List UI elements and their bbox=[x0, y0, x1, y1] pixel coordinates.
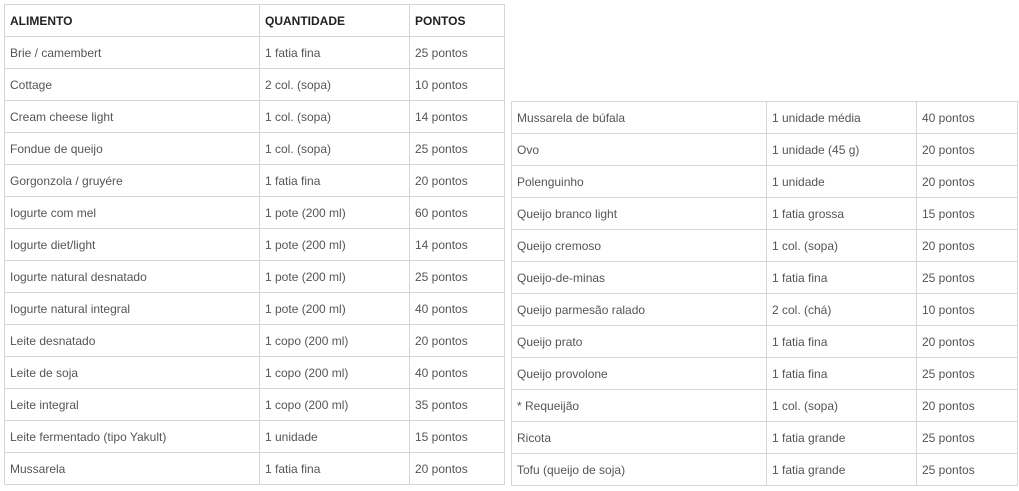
points-cell: 25 pontos bbox=[410, 37, 505, 69]
quantity-cell: 1 pote (200 ml) bbox=[260, 197, 410, 229]
points-cell: 20 pontos bbox=[917, 166, 1018, 198]
table-row bbox=[5, 197, 505, 229]
points-cell: 14 pontos bbox=[410, 101, 505, 133]
points-cell: 25 pontos bbox=[410, 261, 505, 293]
food-name-cell: * Requeijão bbox=[512, 390, 767, 422]
quantity-cell: 1 fatia grossa bbox=[767, 198, 917, 230]
food-points-table-right bbox=[511, 101, 1018, 486]
quantity-cell: 1 fatia grande bbox=[767, 454, 917, 486]
quantity-cell: 1 pote (200 ml) bbox=[260, 293, 410, 325]
food-name-cell: Mussarela de búfala bbox=[512, 102, 767, 134]
food-name-cell: Queijo provolone bbox=[512, 358, 767, 390]
points-cell: 14 pontos bbox=[410, 229, 505, 261]
quantity-cell: 1 fatia grande bbox=[767, 422, 917, 454]
header-pontos: PONTOS bbox=[410, 5, 505, 37]
food-name-cell: Queijo parmesão ralado bbox=[512, 294, 767, 326]
points-cell: 10 pontos bbox=[917, 294, 1018, 326]
header-alimento: ALIMENTO bbox=[5, 5, 260, 37]
quantity-cell: 2 col. (sopa) bbox=[260, 69, 410, 101]
points-cell: 25 pontos bbox=[917, 358, 1018, 390]
points-cell: 10 pontos bbox=[410, 69, 505, 101]
food-name-cell: Leite de soja bbox=[5, 357, 260, 389]
table-row bbox=[5, 133, 505, 165]
quantity-cell: 1 copo (200 ml) bbox=[260, 325, 410, 357]
quantity-cell: 1 copo (200 ml) bbox=[260, 357, 410, 389]
food-name-cell: Leite desnatado bbox=[5, 325, 260, 357]
points-cell: 40 pontos bbox=[410, 293, 505, 325]
quantity-cell: 1 col. (sopa) bbox=[260, 133, 410, 165]
food-name-cell: Queijo cremoso bbox=[512, 230, 767, 262]
table-header-row bbox=[5, 5, 505, 37]
food-name-cell: Brie / camembert bbox=[5, 37, 260, 69]
table-row bbox=[5, 453, 505, 485]
food-points-table-left bbox=[4, 4, 505, 485]
quantity-cell: 1 pote (200 ml) bbox=[260, 261, 410, 293]
food-name-cell: Ovo bbox=[512, 134, 767, 166]
food-name-cell: Iogurte diet/light bbox=[5, 229, 260, 261]
quantity-cell: 1 fatia fina bbox=[767, 326, 917, 358]
table-row bbox=[512, 102, 1018, 134]
table-row bbox=[512, 358, 1018, 390]
quantity-cell: 1 col. (sopa) bbox=[260, 101, 410, 133]
table-row bbox=[5, 229, 505, 261]
table-row bbox=[512, 198, 1018, 230]
food-name-cell: Mussarela bbox=[5, 453, 260, 485]
food-name-cell: Cream cheese light bbox=[5, 101, 260, 133]
points-cell: 40 pontos bbox=[917, 102, 1018, 134]
points-cell: 25 pontos bbox=[917, 422, 1018, 454]
table-row bbox=[5, 357, 505, 389]
table-row bbox=[512, 134, 1018, 166]
table-row bbox=[5, 421, 505, 453]
points-cell: 15 pontos bbox=[410, 421, 505, 453]
table-row bbox=[5, 293, 505, 325]
table-row bbox=[512, 390, 1018, 422]
food-name-cell: Iogurte natural integral bbox=[5, 293, 260, 325]
table-row bbox=[5, 165, 505, 197]
points-cell: 25 pontos bbox=[917, 454, 1018, 486]
table-row bbox=[5, 325, 505, 357]
quantity-cell: 1 fatia fina bbox=[260, 165, 410, 197]
points-cell: 20 pontos bbox=[917, 390, 1018, 422]
quantity-cell: 1 unidade média bbox=[767, 102, 917, 134]
points-cell: 35 pontos bbox=[410, 389, 505, 421]
points-cell: 20 pontos bbox=[917, 134, 1018, 166]
food-name-cell: Fondue de queijo bbox=[5, 133, 260, 165]
points-cell: 40 pontos bbox=[410, 357, 505, 389]
food-name-cell: Gorgonzola / gruyére bbox=[5, 165, 260, 197]
table-body-left bbox=[5, 37, 505, 485]
food-name-cell: Queijo-de-minas bbox=[512, 262, 767, 294]
table-row bbox=[5, 69, 505, 101]
food-name-cell: Queijo prato bbox=[512, 326, 767, 358]
table-row bbox=[512, 326, 1018, 358]
points-cell: 15 pontos bbox=[917, 198, 1018, 230]
table-row bbox=[512, 262, 1018, 294]
points-cell: 60 pontos bbox=[410, 197, 505, 229]
quantity-cell: 1 fatia fina bbox=[260, 453, 410, 485]
points-cell: 20 pontos bbox=[410, 165, 505, 197]
table-row bbox=[5, 389, 505, 421]
food-name-cell: Leite fermentado (tipo Yakult) bbox=[5, 421, 260, 453]
food-name-cell: Cottage bbox=[5, 69, 260, 101]
food-name-cell: Tofu (queijo de soja) bbox=[512, 454, 767, 486]
quantity-cell: 1 pote (200 ml) bbox=[260, 229, 410, 261]
table-row bbox=[512, 166, 1018, 198]
food-name-cell: Leite integral bbox=[5, 389, 260, 421]
table-row bbox=[512, 422, 1018, 454]
quantity-cell: 1 unidade (45 g) bbox=[767, 134, 917, 166]
table-body-right bbox=[512, 102, 1018, 486]
header-quantidade: QUANTIDADE bbox=[260, 5, 410, 37]
quantity-cell: 1 col. (sopa) bbox=[767, 230, 917, 262]
quantity-cell: 1 fatia fina bbox=[767, 358, 917, 390]
points-cell: 25 pontos bbox=[917, 262, 1018, 294]
points-cell: 20 pontos bbox=[410, 453, 505, 485]
table-row bbox=[5, 37, 505, 69]
food-name-cell: Iogurte com mel bbox=[5, 197, 260, 229]
quantity-cell: 1 col. (sopa) bbox=[767, 390, 917, 422]
points-cell: 20 pontos bbox=[410, 325, 505, 357]
quantity-cell: 1 fatia fina bbox=[767, 262, 917, 294]
quantity-cell: 1 unidade bbox=[767, 166, 917, 198]
table-row bbox=[5, 101, 505, 133]
table-row bbox=[512, 294, 1018, 326]
table-row bbox=[512, 454, 1018, 486]
table-row bbox=[5, 261, 505, 293]
food-name-cell: Queijo branco light bbox=[512, 198, 767, 230]
points-cell: 20 pontos bbox=[917, 326, 1018, 358]
food-name-cell: Iogurte natural desnatado bbox=[5, 261, 260, 293]
points-cell: 20 pontos bbox=[917, 230, 1018, 262]
food-name-cell: Ricota bbox=[512, 422, 767, 454]
quantity-cell: 1 fatia fina bbox=[260, 37, 410, 69]
quantity-cell: 1 copo (200 ml) bbox=[260, 389, 410, 421]
table-row bbox=[512, 230, 1018, 262]
quantity-cell: 1 unidade bbox=[260, 421, 410, 453]
food-name-cell: Polenguinho bbox=[512, 166, 767, 198]
points-cell: 25 pontos bbox=[410, 133, 505, 165]
quantity-cell: 2 col. (chá) bbox=[767, 294, 917, 326]
